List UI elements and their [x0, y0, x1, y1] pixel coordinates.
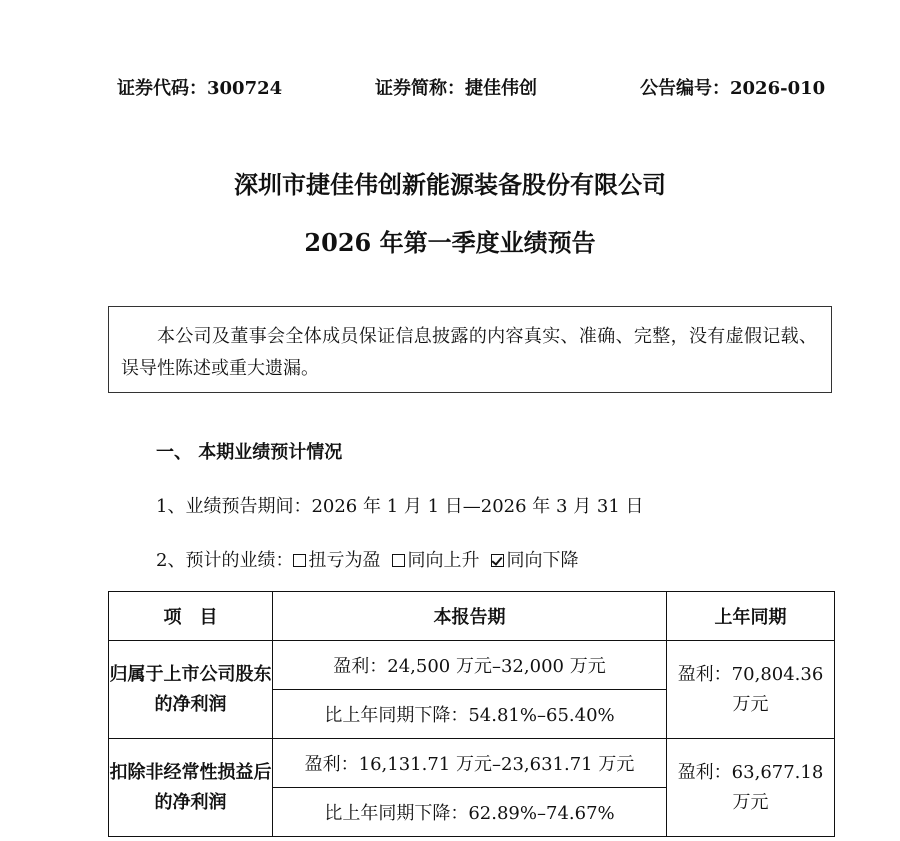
header-prior-year: 上年同期 — [667, 592, 835, 641]
table-row — [109, 739, 835, 788]
option-decrease-label: 同向下降 — [506, 550, 579, 571]
checkbox-turnaround[interactable] — [293, 554, 306, 567]
forecast-period: 1、业绩预告期间：2026 年 1 月 1 日—2026 年 3 月 31 日 — [156, 496, 644, 517]
prior-year-profit: 盈利：70,804.36 万元 — [667, 641, 835, 739]
table-header-row — [109, 592, 835, 641]
current-profit: 盈利：24,500 万元–32,000 万元 — [273, 641, 667, 690]
option-increase-label: 同向上升 — [407, 550, 480, 571]
forecast-type-line — [156, 546, 578, 572]
row-item: 扣除非经常性损益后的净利润 — [109, 739, 273, 837]
forecast-type-label: 2、预计的业绩： — [156, 550, 294, 571]
forecast-table — [108, 591, 835, 837]
option-turnaround-label: 扭亏为盈 — [308, 550, 381, 571]
stock-code: 证券代码：300724 — [117, 78, 283, 99]
current-profit: 盈利：16,131.71 万元–23,631.71 万元 — [273, 739, 667, 788]
stock-short-name: 证券简称：捷佳伟创 — [375, 78, 537, 99]
disclaimer-box: 本公司及董事会全体成员保证信息披露的内容真实、准确、完整，没有虚假记载、误导性陈述或重大遗漏。 — [108, 306, 832, 393]
row-item: 归属于上市公司股东的净利润 — [109, 641, 273, 739]
checkbox-increase[interactable] — [392, 554, 405, 567]
prior-year-profit: 盈利：63,677.18 万元 — [667, 739, 835, 837]
current-change: 比上年同期下降：62.89%–74.67% — [273, 788, 667, 837]
header-current-period: 本报告期 — [273, 592, 667, 641]
announcement-header — [0, 74, 900, 104]
company-title: 深圳市捷佳伟创新能源装备股份有限公司 — [234, 170, 666, 199]
report-title: 2026 年第一季度业绩预告 — [304, 228, 596, 257]
checkbox-decrease[interactable] — [491, 554, 504, 567]
current-change: 比上年同期下降：54.81%–65.40% — [273, 690, 667, 739]
table-row — [109, 641, 835, 690]
header-item: 项 目 — [109, 592, 273, 641]
section-heading: 一、 本期业绩预计情况 — [156, 442, 343, 463]
notice-number: 公告编号：2026-010 — [640, 78, 826, 99]
